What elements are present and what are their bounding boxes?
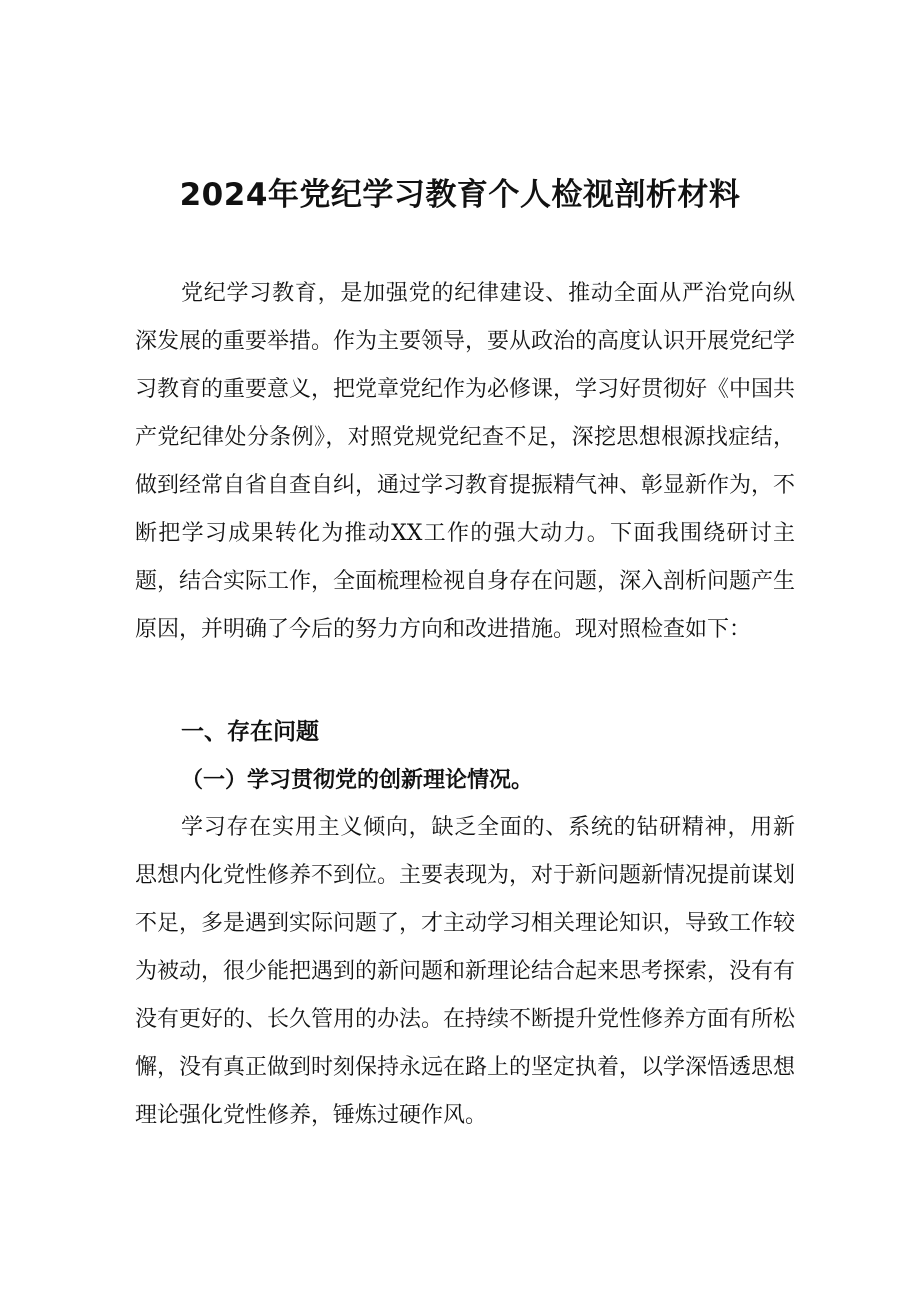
document-title: 2024年党纪学习教育个人检视剖析材料 <box>179 177 741 213</box>
body-paragraph: 学习存在实用主义倾向，缺乏全面的、系统的钻研精神，用新思想内化党性修养不到位。主要表现为，对于新问题新情况提前谋划不足，多是遇到实际问题了，才主动学习相关理论知识，导致工作较为被动，很少能把遇到的新问题和新理论结合起来思考探索，没有有没有更好的、长久管用的办法。在持续不断提升党性修养方面有所松懈，没有真正做到时刻保持永远在路上的坚定执着，以学深悟透思想理论强化党性修养，锤炼过硬作风。 <box>135 815 796 1128</box>
subsection-heading: （一）学习贯彻党的创新理论情况。 <box>181 767 534 793</box>
intro-paragraph: 党纪学习教育，是加强党的纪律建设、推动全面从严治党向纵深发展的重要举措。作为主要领导，要从政治的高度认识开展党纪学习教育的重要意义，把党章党纪作为必修课，学习好贯彻好《中国共产党纪律处分条例》，对照党规党纪查不足，深挖思想根源找症结，做到经常自省自查自纠，通过学习教育提振精气神、彰显新作为，不断把学习成果转化为推动XX工作的强大动力。下面我围绕研讨主题，结合实际工作，全面梳理检视自身存在问题，深入剖析问题产生原因，并明确了今后的努力方向和改进措施。现对照检查如下： <box>135 281 796 642</box>
section-heading: 一、存在问题 <box>181 719 319 745</box>
